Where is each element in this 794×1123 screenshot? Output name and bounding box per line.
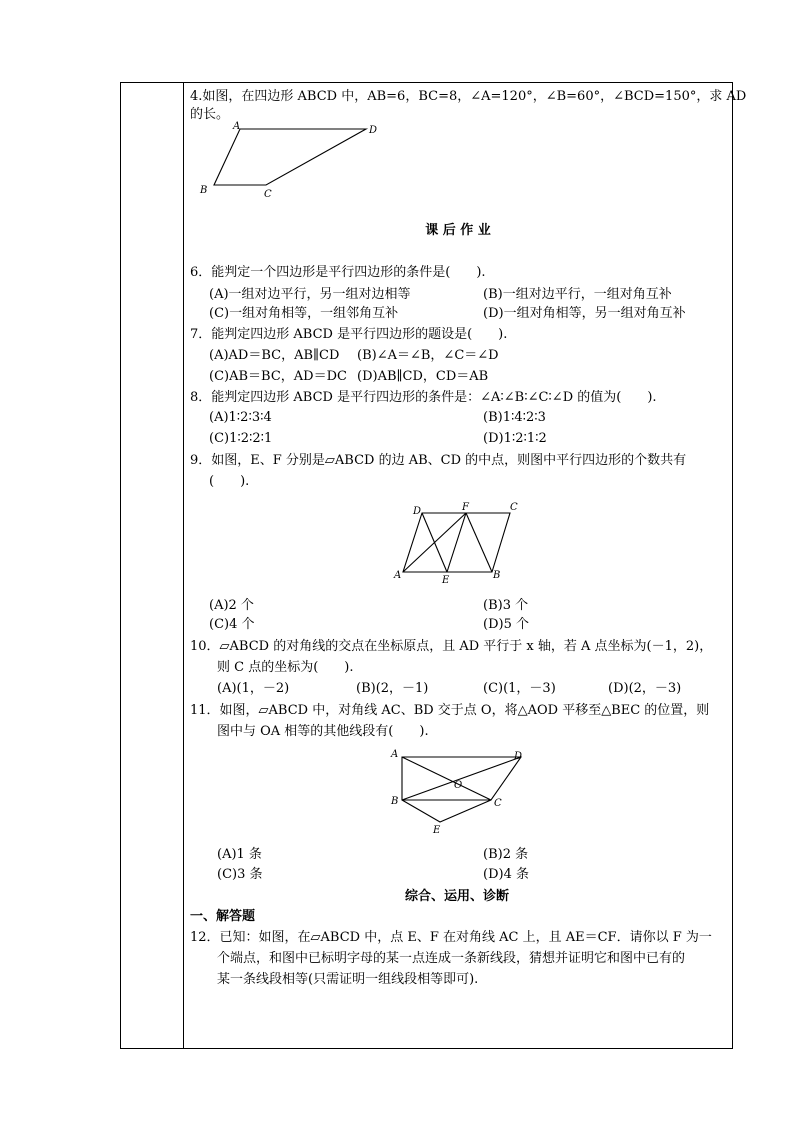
q10-option-d: (D)(2，－3) — [608, 681, 682, 696]
q11-text-line2: 图中与 OA 相等的其他线段有( ). — [217, 724, 429, 739]
q9-label-e: E — [442, 575, 450, 586]
q9-label-c: C — [510, 502, 518, 513]
q12-text-line2: 个端点，和图中已标明字母的某一点连成一条新线段，猜想并证明它和图中已有的 — [217, 951, 686, 966]
q11-label-c: C — [494, 798, 502, 809]
q6-option-a: (A)一组对边平行，另一组对边相等 — [209, 287, 411, 302]
q7-option-d: (D)AB∥CD，CD＝AB — [357, 369, 489, 384]
q4-label-b: B — [200, 185, 208, 196]
q6-option-b: (B)一组对边平行，一组对角互补 — [483, 287, 672, 302]
q9-label-a: A — [394, 570, 402, 581]
q8-stem: 8．能判定四边形 ABCD 是平行四边形的条件是：∠A∶∠B∶∠C∶∠D 的值为( ). — [190, 390, 657, 405]
q11-label-a: A — [391, 749, 399, 760]
q10-text-line2: 则 C 点的坐标为( ). — [217, 660, 354, 675]
q7-option-b: (B)∠A＝∠B，∠C＝∠D — [357, 348, 499, 363]
q8-option-c: (C)1∶2∶2∶1 — [209, 431, 273, 446]
q7-stem: 7．能判定四边形 ABCD 是平行四边形的题设是( ). — [190, 327, 508, 342]
q6-stem: 6．能判定一个四边形是平行四边形的条件是( ). — [190, 265, 486, 280]
q7-option-a: (A)AD＝BC，AB∥CD — [209, 348, 340, 363]
q8-option-b: (B)1∶4∶2∶3 — [483, 410, 546, 425]
q11-triangle-bec — [402, 800, 491, 822]
q10-text-line1: 10．▱ABCD 的对角线的交点在坐标原点，且 AD 平行于 x 轴，若 A 点坐标为(－1，2)， — [190, 639, 713, 654]
q11-option-b: (B)2 条 — [483, 847, 529, 862]
homework-heading: 课 后 作 业 — [425, 223, 491, 238]
q4-text-line1: 4.如图，在四边形 ABCD 中，AB=6，BC=8，∠A=120°，∠B=60°，∠BCD=150°，求 AD — [190, 89, 747, 104]
q11-label-b: B — [391, 796, 399, 807]
q6-option-c: (C)一组对角相等，一组邻角互补 — [209, 306, 399, 321]
q11-label-e: E — [433, 825, 441, 836]
q10-option-c: (C)(1，－3) — [483, 681, 556, 696]
q10-option-b: (B)(2，－1) — [356, 681, 429, 696]
q11-option-d: (D)4 条 — [483, 867, 529, 882]
q9-label-d: D — [413, 506, 422, 517]
q6-option-d: (D)一组对角相等，另一组对角互补 — [483, 306, 686, 321]
q4-label-a: A — [233, 121, 241, 132]
q9-text-line2: ( ). — [209, 474, 250, 489]
q11-text-line1: 11．如图，▱ABCD 中，对角线 AC、BD 交于点 O，将△AOD 平移至△BEC 的位置，则 — [190, 703, 710, 718]
q9-option-a: (A)2 个 — [209, 598, 254, 613]
q8-option-a: (A)1∶2∶3∶4 — [209, 410, 272, 425]
q9-option-d: (D)5 个 — [483, 617, 529, 632]
section-heading: 综合、运用、诊断 — [404, 889, 509, 904]
q12-text-line3: 某一条线段相等(只需证明一组线段相等即可). — [217, 972, 479, 987]
q9-option-b: (B)3 个 — [483, 598, 529, 613]
q11-label-d: D — [514, 751, 523, 762]
q9-label-f: F — [462, 502, 469, 513]
q4-text-line2: 的长。 — [190, 107, 230, 122]
q11-diagonal-ac — [402, 757, 491, 800]
q11-option-c: (C)3 条 — [217, 867, 263, 882]
q8-option-d: (D)1∶2∶1∶2 — [483, 431, 547, 446]
q10-option-a: (A)(1，－2) — [217, 681, 290, 696]
q9-label-b: B — [493, 570, 501, 581]
q9-option-c: (C)4 个 — [209, 617, 255, 632]
q11-option-a: (A)1 条 — [217, 847, 262, 862]
q12-text-line1: 12．已知：如图，在▱ABCD 中，点 E、F 在对角线 AC 上，且 AE＝CF．请你以 F 为一 — [190, 930, 712, 945]
section-one-title: 一、解答题 — [190, 909, 256, 924]
q4-label-c: C — [264, 189, 272, 200]
q9-text-line1: 9．如图，E、F 分别是▱ABCD 的边 AB、CD 的中点，则图中平行四边形的个数共有 — [190, 453, 687, 468]
q4-label-d: D — [369, 125, 378, 136]
q7-option-c: (C)AB＝BC，AD＝DC — [209, 369, 347, 384]
q11-label-o: O — [454, 780, 463, 791]
q11-diagonal-bd — [402, 757, 521, 800]
